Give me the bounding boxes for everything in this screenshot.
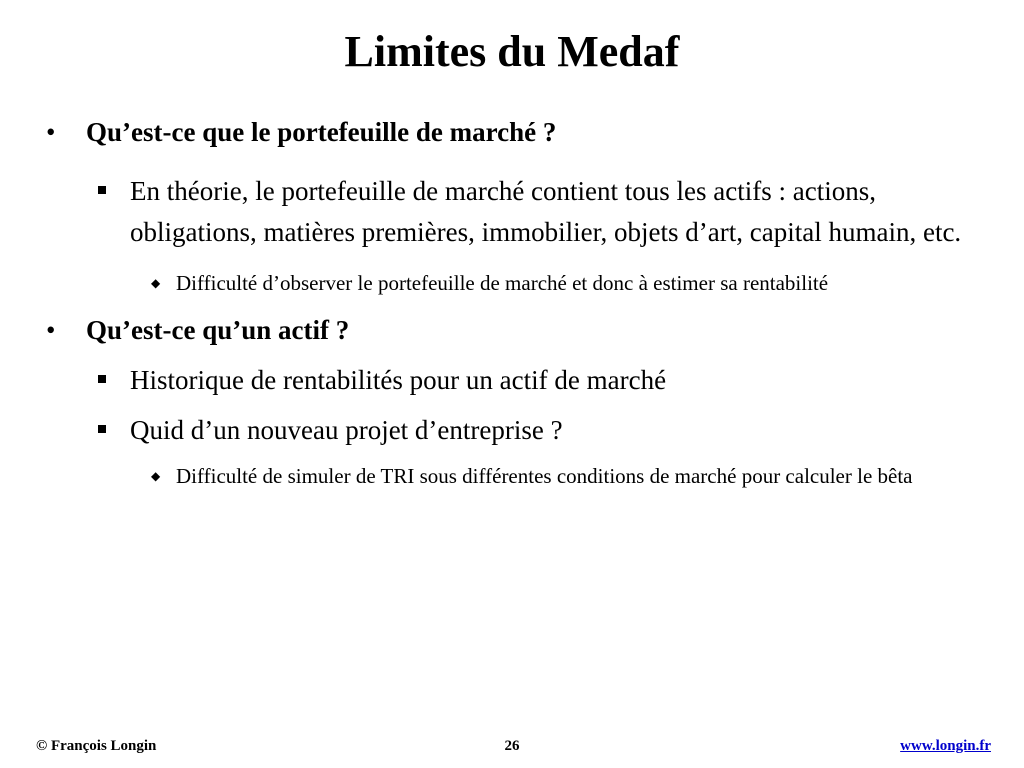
level1-heading: Qu’est-ce que le portefeuille de marché ? <box>86 117 557 147</box>
slide-content <box>0 116 1024 493</box>
footer-page-number: 26 <box>504 738 520 754</box>
diamond-bullet-icon: ◆ <box>151 276 161 290</box>
square-bullet-icon <box>98 186 106 194</box>
level3-text: Difficulté de simuler de TRI sous différentes conditions de marché pour calculer le bêta <box>176 464 913 488</box>
level3-item-2 <box>0 459 1024 493</box>
slide-title: Limites du Medaf <box>344 27 680 76</box>
level2-item-3 <box>0 410 1024 451</box>
level2-item-2 <box>0 360 1024 401</box>
level2-text: Quid d’un nouveau projet d’entreprise ? <box>130 415 563 445</box>
footer-website-link[interactable]: www.longin.fr <box>900 738 991 754</box>
level2-text: En théorie, le portefeuille de marché contient tous les actifs : actions, obligations, matières premières, immobilier, objets d’art, capital humain, etc. <box>130 176 962 247</box>
level1-item-2 <box>0 314 1024 346</box>
level2-text: Historique de rentabilités pour un actif de marché <box>130 365 667 395</box>
diamond-bullet-icon: ◆ <box>151 469 161 483</box>
round-bullet-icon: • <box>46 315 56 345</box>
level3-item-1 <box>0 266 1024 300</box>
square-bullet-icon <box>98 375 106 383</box>
level2-item-1 <box>0 171 1024 253</box>
square-bullet-icon <box>98 425 106 433</box>
round-bullet-icon: • <box>46 117 56 147</box>
level1-item-1 <box>0 116 1024 148</box>
level3-text: Difficulté d’observer le portefeuille de marché et donc à estimer sa rentabilité <box>176 271 829 295</box>
footer-copyright: © François Longin <box>36 738 157 754</box>
level1-heading: Qu’est-ce qu’un actif ? <box>86 315 350 345</box>
